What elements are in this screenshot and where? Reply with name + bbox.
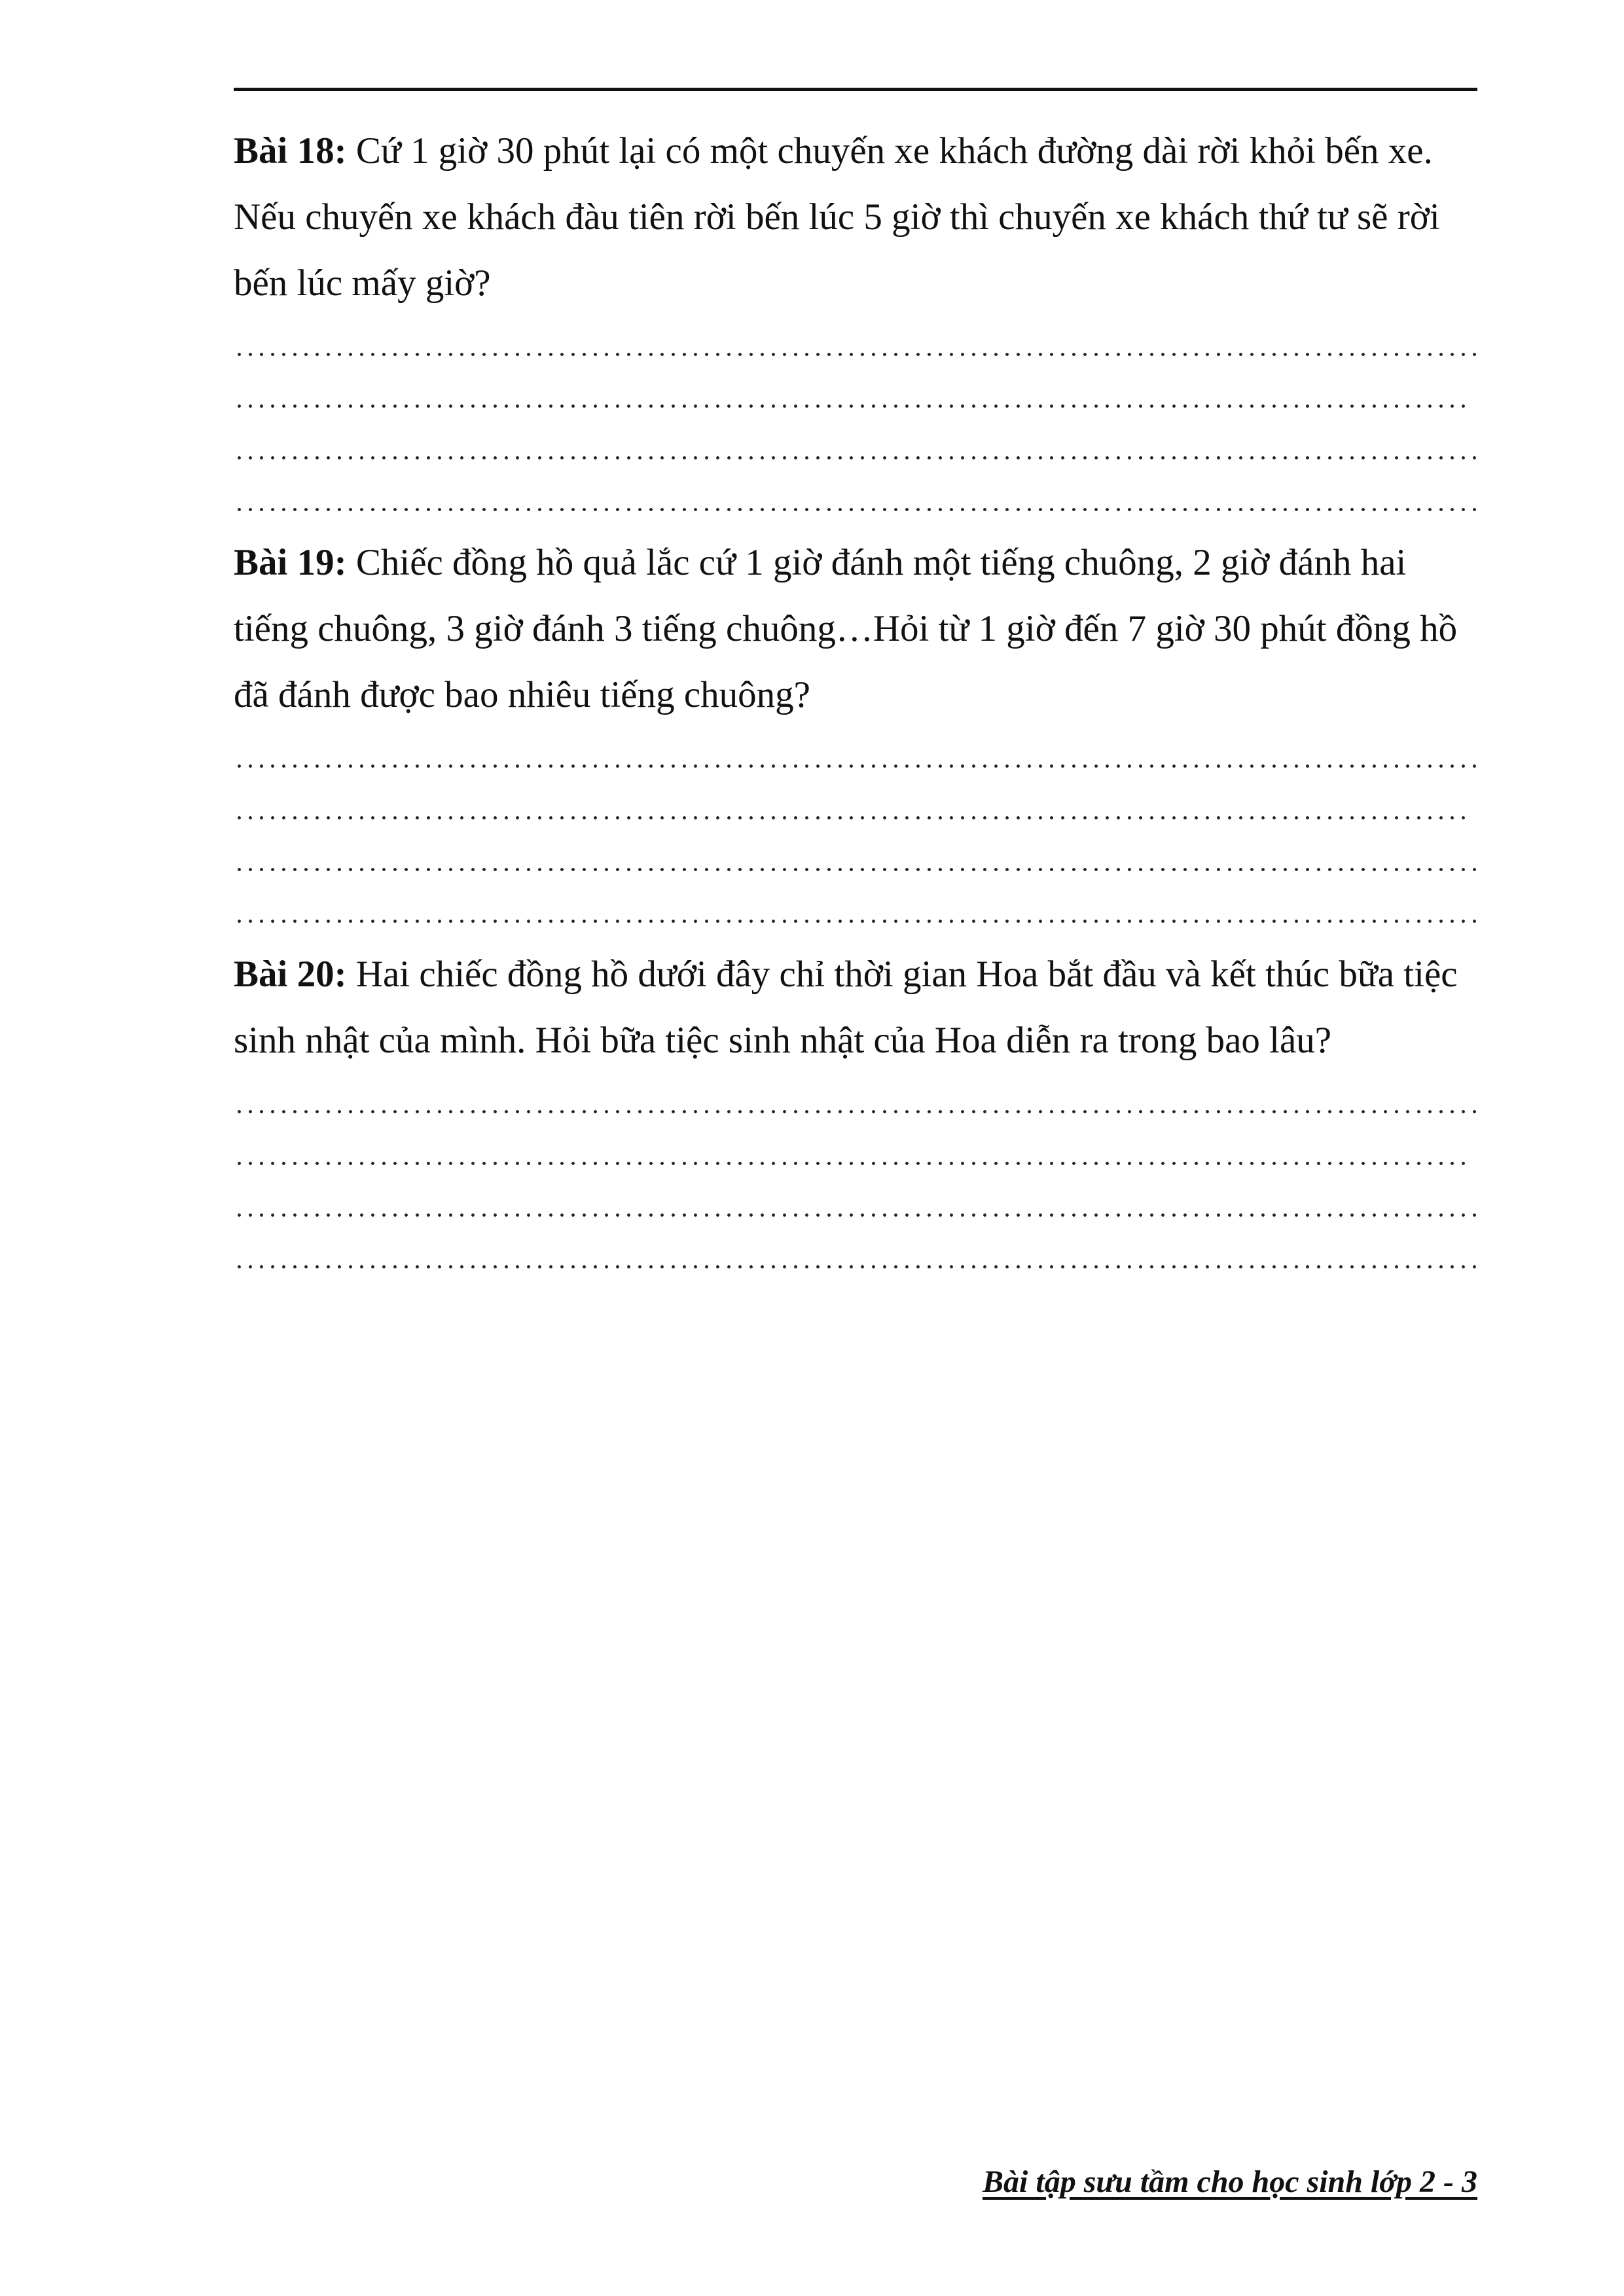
- answer-line[interactable]: [234, 1125, 1477, 1177]
- problem-label: Bài 19:: [234, 542, 347, 583]
- problem-label: Bài 18:: [234, 130, 347, 171]
- answer-area-20: [234, 1073, 1477, 1280]
- answer-line[interactable]: [234, 883, 1477, 935]
- problem-text: Chiếc đồng hồ quả lắc cứ 1 giờ đánh một tiếng chuông, 2 giờ đánh hai tiếng chuông, 3 giờ đánh 3 tiếng chuông…Hỏi từ 1 giờ đến 7 giờ 30 phút đồng hồ đã đánh được bao nhiêu tiếng chuông?: [234, 542, 1458, 715]
- answer-area-19: [234, 728, 1477, 935]
- answer-line[interactable]: [234, 471, 1477, 523]
- problem-text: Hai chiếc đồng hồ dưới đây chỉ thời gian Hoa bắt đầu và kết thúc bữa tiệc sinh nhật của mình. Hỏi bữa tiệc sinh nhật của Hoa diễn ra trong bao lâu?: [234, 954, 1458, 1061]
- answer-line[interactable]: [234, 420, 1477, 471]
- problem-label: Bài 20:: [234, 954, 347, 995]
- answer-area-18: [234, 316, 1477, 523]
- answer-line[interactable]: [234, 831, 1477, 883]
- answer-line[interactable]: [234, 728, 1477, 780]
- answer-line[interactable]: [234, 1073, 1477, 1125]
- problem-18: [234, 118, 1477, 316]
- answer-line[interactable]: [234, 316, 1477, 368]
- answer-line[interactable]: [234, 1229, 1477, 1280]
- problems-container: [234, 118, 1477, 1280]
- answer-line[interactable]: [234, 780, 1477, 831]
- problem-20: [234, 941, 1477, 1073]
- header-rule: [234, 88, 1477, 91]
- answer-line[interactable]: [234, 368, 1477, 420]
- answer-line[interactable]: [234, 1177, 1477, 1229]
- problem-19: [234, 529, 1477, 728]
- page-footer: Bài tập sưu tầm cho học sinh lớp 2 - 3: [983, 2164, 1477, 2199]
- problem-text: Cứ 1 giờ 30 phút lại có một chuyến xe khách đường dài rời khỏi bến xe. Nếu chuyến xe khách đàu tiên rời bến lúc 5 giờ thì chuyến xe khách thứ tư sẽ rời bến lúc mấy giờ?: [234, 130, 1440, 304]
